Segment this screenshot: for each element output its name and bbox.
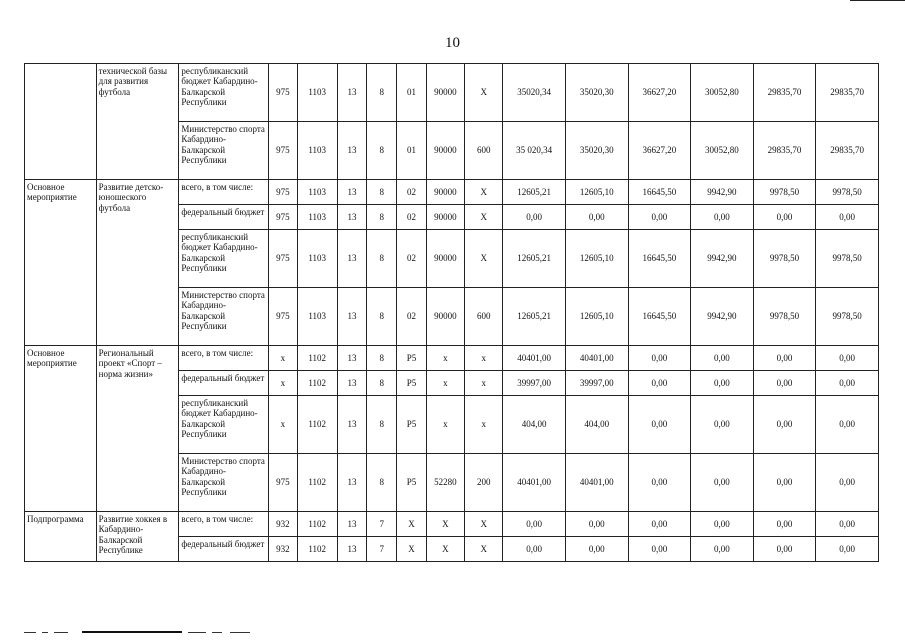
code-cell: 975: [269, 230, 297, 288]
amount-cell: 40401,00: [503, 454, 566, 512]
funding-source-cell: республиканский бюджет Кабардино-Балкарской Республики: [179, 230, 269, 288]
activity-type-cell: Основное мероприятие: [25, 180, 97, 346]
code-cell: 02: [397, 288, 426, 346]
code-cell: 13: [337, 537, 366, 562]
amount-cell: 0,00: [691, 371, 754, 396]
budget-table: [24, 63, 879, 562]
amount-cell: 0,00: [565, 512, 628, 537]
amount-cell: 9942,90: [691, 230, 754, 288]
code-cell: Х: [465, 205, 503, 230]
amount-cell: 12605,10: [565, 230, 628, 288]
amount-cell: 9942,90: [691, 288, 754, 346]
funding-source-cell: Министерство спорта Кабардино-Балкарской Республики: [179, 122, 269, 180]
amount-cell: 0,00: [503, 537, 566, 562]
amount-cell: 16645,50: [628, 180, 691, 205]
amount-cell: 0,00: [691, 537, 754, 562]
code-cell: 01: [397, 122, 426, 180]
funding-source-cell: федеральный бюджет: [179, 371, 269, 396]
code-cell: 13: [337, 230, 366, 288]
funding-source-cell: федеральный бюджет: [179, 205, 269, 230]
amount-cell: 0,00: [691, 205, 754, 230]
amount-cell: 0,00: [816, 205, 879, 230]
code-cell: 1103: [297, 180, 337, 205]
amount-cell: 404,00: [565, 396, 628, 454]
code-cell: P5: [397, 346, 426, 371]
amount-cell: 39997,00: [565, 371, 628, 396]
code-cell: 1103: [297, 122, 337, 180]
activity-type-cell: [25, 64, 97, 180]
code-cell: 7: [367, 512, 397, 537]
code-cell: 8: [367, 396, 397, 454]
code-cell: 8: [367, 288, 397, 346]
amount-cell: 0,00: [628, 512, 691, 537]
amount-cell: 29835,70: [753, 122, 816, 180]
amount-cell: 0,00: [691, 346, 754, 371]
amount-cell: 0,00: [816, 346, 879, 371]
amount-cell: 12605,21: [503, 288, 566, 346]
code-cell: 13: [337, 64, 366, 122]
code-cell: 1103: [297, 288, 337, 346]
code-cell: 13: [337, 346, 366, 371]
code-cell: 8: [367, 180, 397, 205]
table-row: [25, 64, 879, 122]
amount-cell: 0,00: [753, 454, 816, 512]
amount-cell: 16645,50: [628, 288, 691, 346]
amount-cell: 0,00: [691, 454, 754, 512]
amount-cell: 0,00: [565, 205, 628, 230]
activity-name-cell: Развитие детско-юношеского футбола: [96, 180, 179, 346]
code-cell: 1103: [297, 230, 337, 288]
code-cell: 600: [465, 122, 503, 180]
code-cell: Х: [426, 537, 464, 562]
code-cell: 02: [397, 180, 426, 205]
code-cell: 8: [367, 64, 397, 122]
code-cell: х: [269, 346, 297, 371]
code-cell: 1102: [297, 346, 337, 371]
code-cell: х: [465, 371, 503, 396]
code-cell: Х: [426, 512, 464, 537]
code-cell: 1102: [297, 454, 337, 512]
code-cell: 1102: [297, 396, 337, 454]
amount-cell: 0,00: [753, 537, 816, 562]
funding-source-cell: республиканский бюджет Кабардино-Балкарской Республики: [179, 396, 269, 454]
amount-cell: 0,00: [753, 205, 816, 230]
code-cell: 975: [269, 64, 297, 122]
code-cell: 8: [367, 122, 397, 180]
code-cell: 975: [269, 454, 297, 512]
activity-type-cell: Основное мероприятие: [25, 346, 97, 512]
activity-name-cell: Развитие хоккея в Кабардино-Балкарской Республике: [96, 512, 179, 562]
code-cell: 13: [337, 205, 366, 230]
amount-cell: 0,00: [503, 205, 566, 230]
amount-cell: 0,00: [753, 512, 816, 537]
amount-cell: 35020,30: [565, 64, 628, 122]
amount-cell: 12605,10: [565, 180, 628, 205]
code-cell: 975: [269, 205, 297, 230]
amount-cell: 30052,80: [691, 64, 754, 122]
code-cell: 8: [367, 346, 397, 371]
code-cell: 1102: [297, 537, 337, 562]
code-cell: 1103: [297, 64, 337, 122]
code-cell: 1103: [297, 205, 337, 230]
amount-cell: 16645,50: [628, 230, 691, 288]
code-cell: P5: [397, 454, 426, 512]
amount-cell: 9978,50: [816, 288, 879, 346]
top-edge-line: [850, 0, 905, 1]
code-cell: 52280: [426, 454, 464, 512]
amount-cell: 9978,50: [753, 180, 816, 205]
code-cell: 8: [367, 230, 397, 288]
amount-cell: 35 020,34: [503, 122, 566, 180]
code-cell: 932: [269, 512, 297, 537]
amount-cell: 12605,21: [503, 230, 566, 288]
amount-cell: 9978,50: [753, 230, 816, 288]
amount-cell: 0,00: [691, 512, 754, 537]
code-cell: х: [426, 346, 464, 371]
code-cell: 13: [337, 454, 366, 512]
amount-cell: 36627,20: [628, 64, 691, 122]
code-cell: 90000: [426, 122, 464, 180]
amount-cell: 12605,21: [503, 180, 566, 205]
amount-cell: 0,00: [816, 371, 879, 396]
code-cell: Х: [397, 537, 426, 562]
code-cell: х: [465, 346, 503, 371]
amount-cell: 9942,90: [691, 180, 754, 205]
code-cell: 90000: [426, 180, 464, 205]
code-cell: 13: [337, 180, 366, 205]
amount-cell: 12605,10: [565, 288, 628, 346]
activity-name-cell: технической базы для развития футбола: [96, 64, 179, 180]
code-cell: 8: [367, 371, 397, 396]
amount-cell: 29835,70: [753, 64, 816, 122]
code-cell: 01: [397, 64, 426, 122]
amount-cell: 0,00: [816, 512, 879, 537]
funding-source-cell: всего, в том числе:: [179, 346, 269, 371]
amount-cell: 0,00: [753, 346, 816, 371]
code-cell: 975: [269, 180, 297, 205]
code-cell: 13: [337, 396, 366, 454]
code-cell: 02: [397, 230, 426, 288]
funding-source-cell: всего, в том числе:: [179, 180, 269, 205]
amount-cell: 40401,00: [503, 346, 566, 371]
amount-cell: 9978,50: [816, 230, 879, 288]
code-cell: 600: [465, 288, 503, 346]
code-cell: 975: [269, 288, 297, 346]
code-cell: 90000: [426, 64, 464, 122]
code-cell: 975: [269, 122, 297, 180]
page-number: 10: [445, 35, 460, 51]
amount-cell: 0,00: [503, 512, 566, 537]
activity-name-cell: Региональный проект «Спорт – норма жизни»: [96, 346, 179, 512]
funding-source-cell: федеральный бюджет: [179, 537, 269, 562]
code-cell: х: [465, 396, 503, 454]
code-cell: х: [426, 371, 464, 396]
code-cell: Х: [397, 512, 426, 537]
amount-cell: 29835,70: [816, 122, 879, 180]
code-cell: 200: [465, 454, 503, 512]
code-cell: Х: [465, 537, 503, 562]
amount-cell: 9978,50: [753, 288, 816, 346]
code-cell: P5: [397, 371, 426, 396]
amount-cell: 0,00: [628, 371, 691, 396]
amount-cell: 0,00: [753, 371, 816, 396]
code-cell: 932: [269, 537, 297, 562]
code-cell: 13: [337, 122, 366, 180]
code-cell: 13: [337, 288, 366, 346]
code-cell: Х: [465, 512, 503, 537]
code-cell: 1102: [297, 371, 337, 396]
amount-cell: 404,00: [503, 396, 566, 454]
code-cell: Х: [465, 180, 503, 205]
code-cell: 02: [397, 205, 426, 230]
table-row: [25, 346, 879, 371]
funding-source-cell: всего, в том числе:: [179, 512, 269, 537]
amount-cell: 39997,00: [503, 371, 566, 396]
amount-cell: 0,00: [628, 537, 691, 562]
code-cell: P5: [397, 396, 426, 454]
funding-source-cell: Министерство спорта Кабардино-Балкарской Республики: [179, 454, 269, 512]
amount-cell: 0,00: [816, 454, 879, 512]
amount-cell: 35020,34: [503, 64, 566, 122]
code-cell: х: [269, 371, 297, 396]
code-cell: 13: [337, 512, 366, 537]
amount-cell: 0,00: [753, 396, 816, 454]
amount-cell: 29835,70: [816, 64, 879, 122]
funding-source-cell: Министерство спорта Кабардино-Балкарской Республики: [179, 288, 269, 346]
funding-source-cell: республиканский бюджет Кабардино-Балкарской Республики: [179, 64, 269, 122]
code-cell: 1102: [297, 512, 337, 537]
code-cell: Х: [465, 64, 503, 122]
amount-cell: 40401,00: [565, 454, 628, 512]
amount-cell: 36627,20: [628, 122, 691, 180]
code-cell: 7: [367, 537, 397, 562]
code-cell: 8: [367, 454, 397, 512]
amount-cell: 40401,00: [565, 346, 628, 371]
amount-cell: 0,00: [628, 396, 691, 454]
amount-cell: 30052,80: [691, 122, 754, 180]
code-cell: 90000: [426, 230, 464, 288]
amount-cell: 9978,50: [816, 180, 879, 205]
activity-type-cell: Подпрограмма: [25, 512, 97, 562]
amount-cell: 0,00: [816, 396, 879, 454]
amount-cell: 0,00: [691, 396, 754, 454]
amount-cell: 0,00: [628, 454, 691, 512]
code-cell: Х: [465, 230, 503, 288]
code-cell: х: [426, 396, 464, 454]
amount-cell: 0,00: [816, 537, 879, 562]
code-cell: 90000: [426, 288, 464, 346]
code-cell: 90000: [426, 205, 464, 230]
code-cell: 8: [367, 205, 397, 230]
bottom-scan-mark: [24, 631, 254, 634]
amount-cell: 35020,30: [565, 122, 628, 180]
code-cell: 13: [337, 371, 366, 396]
table-row: [25, 180, 879, 205]
code-cell: х: [269, 396, 297, 454]
table-row: [25, 512, 879, 537]
amount-cell: 0,00: [628, 205, 691, 230]
amount-cell: 0,00: [628, 346, 691, 371]
amount-cell: 0,00: [565, 537, 628, 562]
